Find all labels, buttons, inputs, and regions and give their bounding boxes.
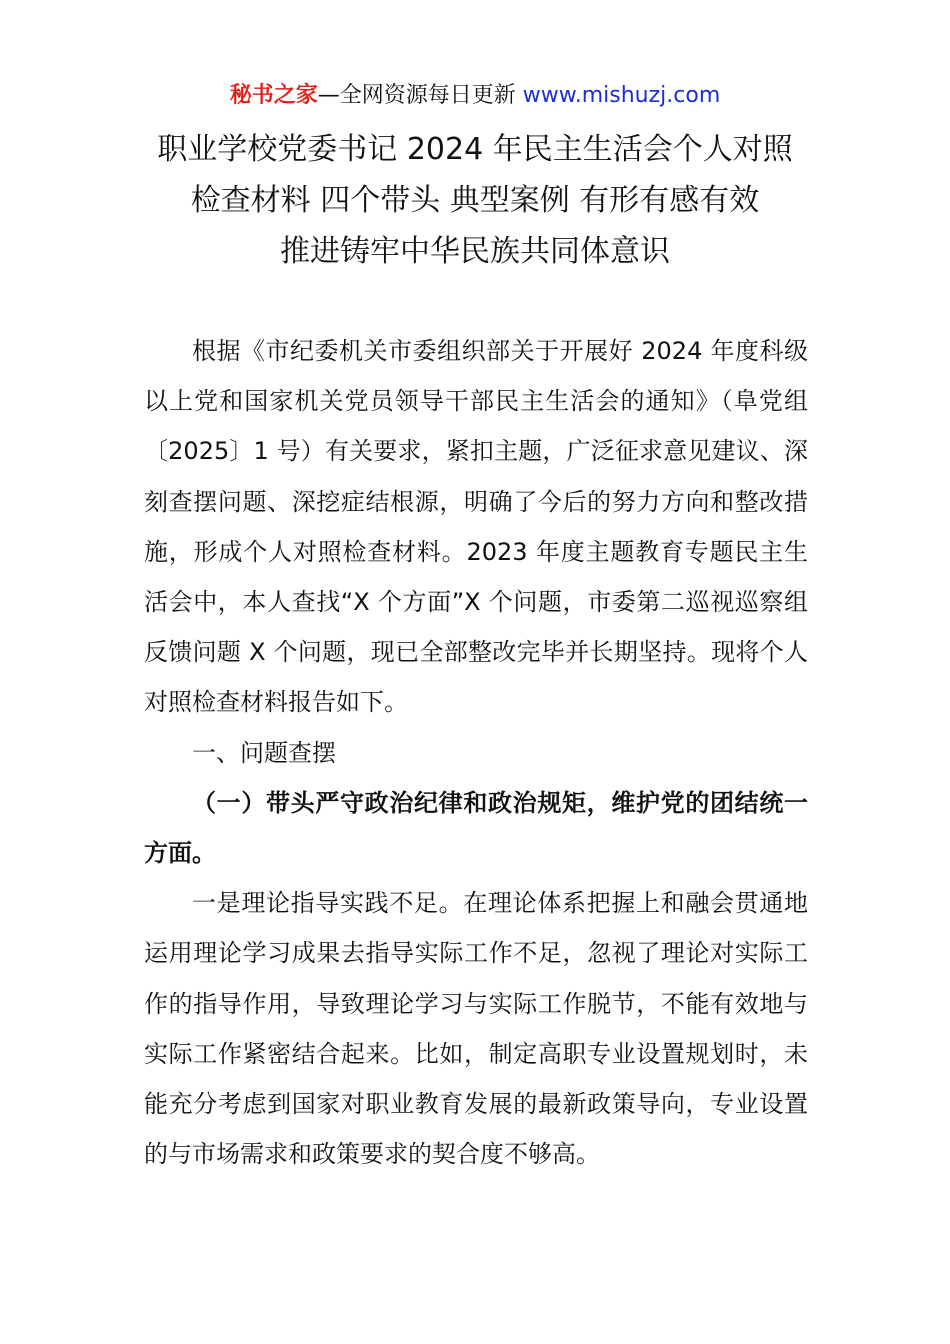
subsection-heading: （一）带头严守政治纪律和政治规矩，维护党的团结统一方面。 bbox=[144, 788, 808, 868]
title-line-1: 职业学校党委书记 2024 年民主生活会个人对照 bbox=[157, 132, 793, 167]
site-url-link[interactable]: www.mishuzj.com bbox=[522, 83, 721, 108]
title-line-3: 推进铸牢中华民族共同体意识 bbox=[280, 234, 670, 269]
site-header bbox=[0, 80, 950, 112]
brand-name: 秘书之家 bbox=[229, 83, 318, 108]
section-heading: 一、问题查摆 bbox=[192, 738, 336, 767]
document-title bbox=[0, 124, 950, 277]
intro-paragraph: 根据《市纪委机关市委组织部关于开展好 2024 年度科级以上党和国家机关党员领导干部民主生活会的通知》（阜党组〔2025〕1 号）有关要求，紧扣主题，广泛征求意见建议、深刻查摆问题、深挖症结根源，明确了今后的努力方向和整改措施，形成个人对照检查材料。2023 年度主题教育专题民主生活会中，本人查找“X 个方面”X 个问题，市委第二巡视巡察组反馈问题 X 个问题，现已全部整改完毕并长期坚持。现将个人对照检查材料报告如下。 bbox=[144, 337, 808, 717]
title-line-2: 检查材料 四个带头 典型案例 有形有感有效 bbox=[190, 183, 760, 218]
document-body bbox=[144, 326, 808, 1179]
body-paragraph-1: 一是理论指导实践不足。在理论体系把握上和融会贯通地运用理论学习成果去指导实际工作不足，忽视了理论对实际工作的指导作用，导致理论学习与实际工作脱节，不能有效地与实际工作紧密结合起来。比如，制定高职专业设置规划时，未能充分考虑到国家对职业教育发展的最新政策导向，专业设置的与市场需求和政策要求的契合度不够高。 bbox=[144, 889, 808, 1169]
site-tagline: —全网资源每日更新 bbox=[317, 83, 523, 108]
